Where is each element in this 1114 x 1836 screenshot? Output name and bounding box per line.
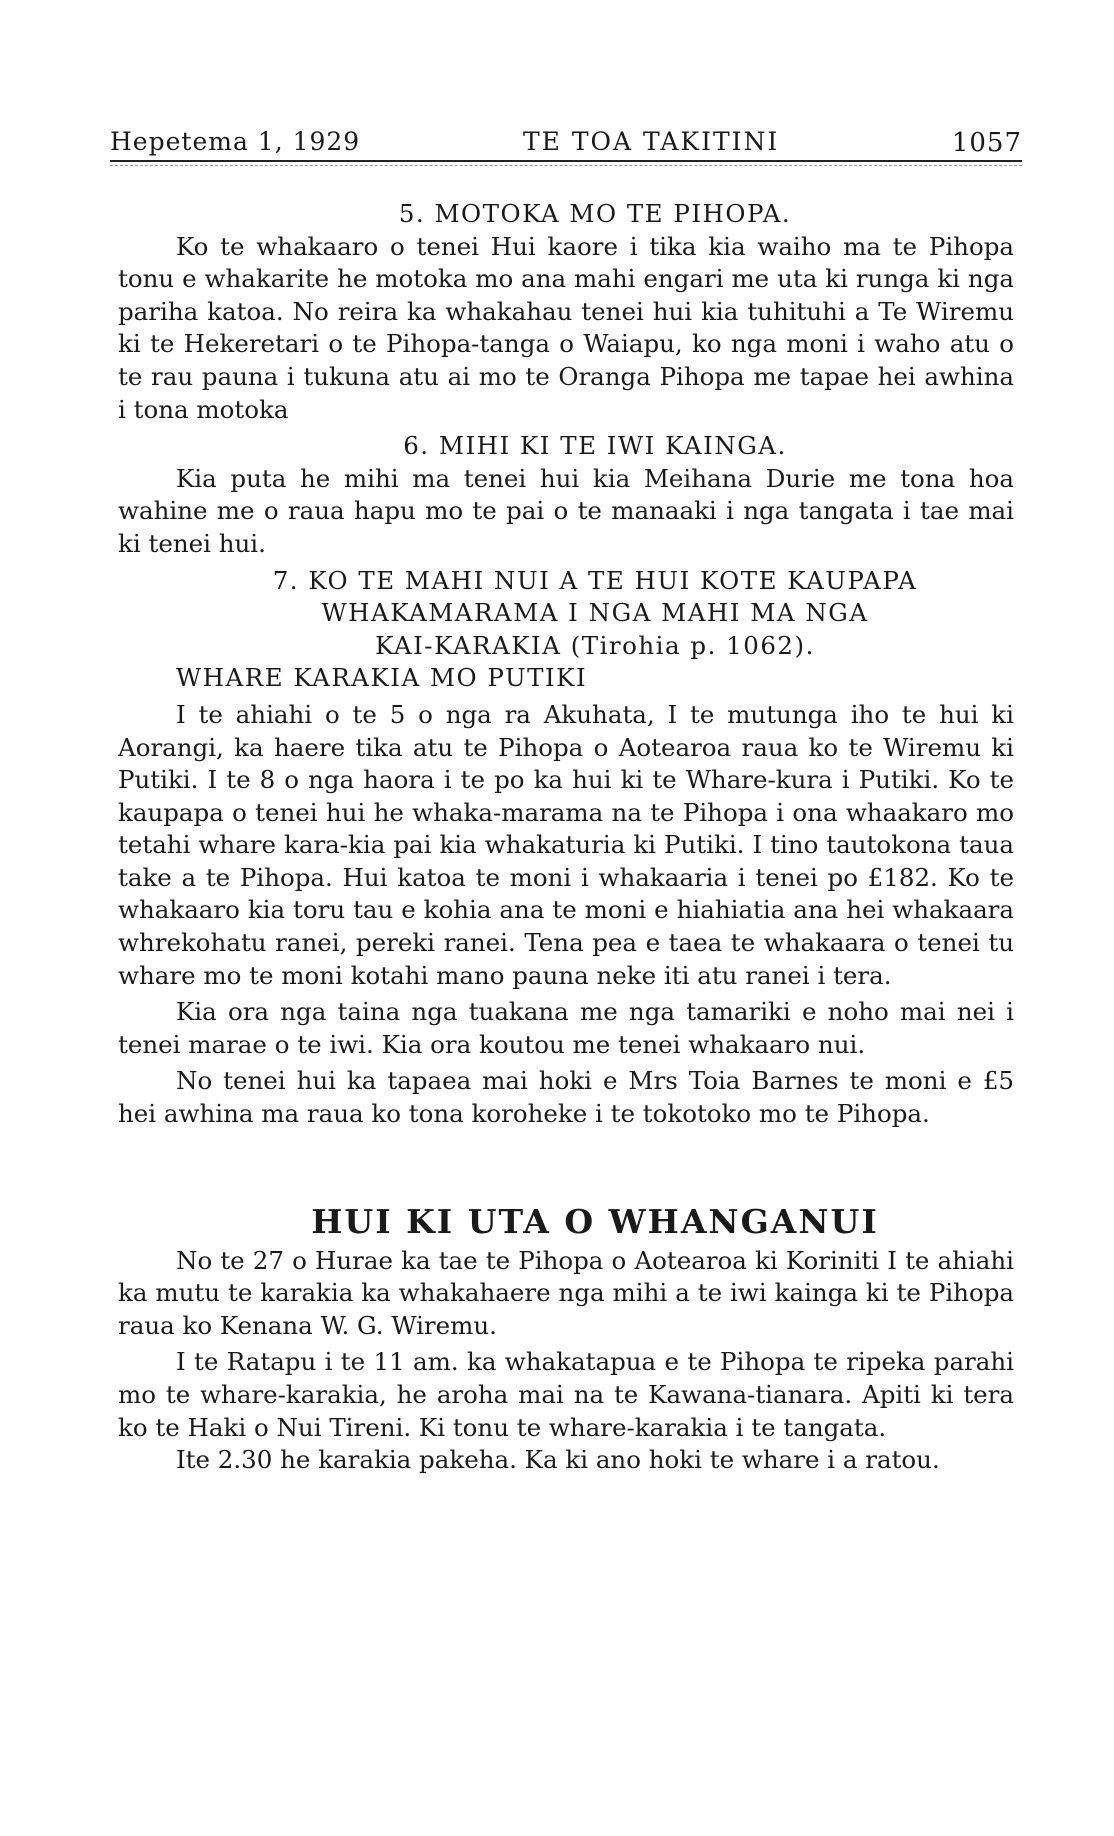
paragraph-whare-2: Kia ora nga taina nga tuakana me nga tamariki e noho mai nei i tenei marae o te iwi. Kia ora koutou me tenei whakaaro nui.: [118, 997, 1014, 1059]
paragraph-whanganui-1: No te 27 o Hurae ka tae te Pihopa o Aotearoa ki Koriniti I te ahiahi ka mutu te karakia ka whakahaere nga mihi a te iwi kainga ki te Pihopa raua ko Kenana W. G. Wiremu.: [118, 1245, 1014, 1340]
journal-title: TE TOA TAKITINI: [523, 127, 780, 156]
paragraph-motoka: Ko te whakaaro o tenei Hui kaore i tika kia waiho ma te Pihopa tonu e whakarite he motoka mo ana mahi engari me uta ki runga ki nga pariha katoa. No reira ka whakahau tenei hui kia tuhituhi a Te Wiremu ki te Hekeretari o te Pihopa-tanga o Waiapu, ko nga moni i waho atu o te rau pauna i tukuna atu ai mo te Oranga Pihopa me tapae hei awhina i tona motoka: [118, 231, 1014, 424]
section-heading-7-line1: 7. KO TE MAHI NUI A TE HUI KOTE KAUPAPA: [272, 565, 918, 595]
whare-heading: WHARE KARAKIA MO PUTIKI: [176, 663, 588, 693]
article-title-whanganui: HUI KI UTA O WHANGANUI: [311, 1201, 879, 1241]
paragraph-mihi: Kia puta he mihi ma tenei hui kia Meihana Durie me tona hoa wahine me o raua hapu mo te pai o te manaaki i nga tangata i tae mai ki tenei hui.: [118, 463, 1014, 558]
paragraph-whanganui-2: I te Ratapu i te 11 am. ka whakatapua e te Pihopa te ripeka parahi mo te whare-karakia, he aroha mai na te Kawana-tianara. Apiti ki tera ko te Haki o Nui Tireni. Ki tonu te whare-karakia i te tangata.: [118, 1347, 1014, 1442]
page-number: 1057: [951, 128, 1022, 158]
section-heading-7-line2: WHAKAMARAMA I NGA MAHI MA NGA: [321, 598, 869, 628]
running-header: [110, 118, 1022, 162]
paragraph-whanganui-3: Ite 2.30 he karakia pakeha. Ka ki ano hoki te whare i a ratou.: [176, 1445, 940, 1475]
paragraph-whare-3: No tenei hui ka tapaea mai hoki e Mrs Toia Barnes te moni e £5 hei awhina ma raua ko tona koroheke i te tokotoko mo te Pihopa.: [118, 1066, 1014, 1129]
section-heading-7-line3: KAI-KARAKIA (Tirohia p. 1062).: [375, 630, 815, 660]
header-date: Hepetema 1, 1929: [110, 127, 361, 156]
paragraph-whare-1: I te ahiahi o te 5 o nga ra Akuhata, I te mutunga iho te hui ki Aorangi, ka haere tika atu te Pihopa o Aotearoa raua ko te Wiremu ki Putiki. I te 8 o nga haora i te po ka hui ki te Whare-kura i Putiki. Ko te kaupapa o tenei hui he whaka-marama na te Pihopa i ona whaakaro mo tetahi whare kara-kia pai kia whakaturia ki Putiki. I tino tautokona taua take a te Pihopa. Hui katoa te moni i whakaaria i tenei po £182. Ko te whakaaro kia toru tau e kohia ana te moni e hiahiatia ana hei whakaara whrekohatu ranei, pereki ranei. Tena pea e taea te whakaara o tenei tu whare mo te moni kotahi mano pauna neke iti atu ranei i tera.: [118, 699, 1014, 990]
section-heading-5: 5. MOTOKA MO TE PIHOPA.: [398, 199, 792, 228]
header-rule: [110, 165, 1022, 166]
section-heading-6: 6. MIHI KI TE IWI KAINGA.: [403, 431, 787, 461]
article-body: [118, 198, 1014, 1477]
